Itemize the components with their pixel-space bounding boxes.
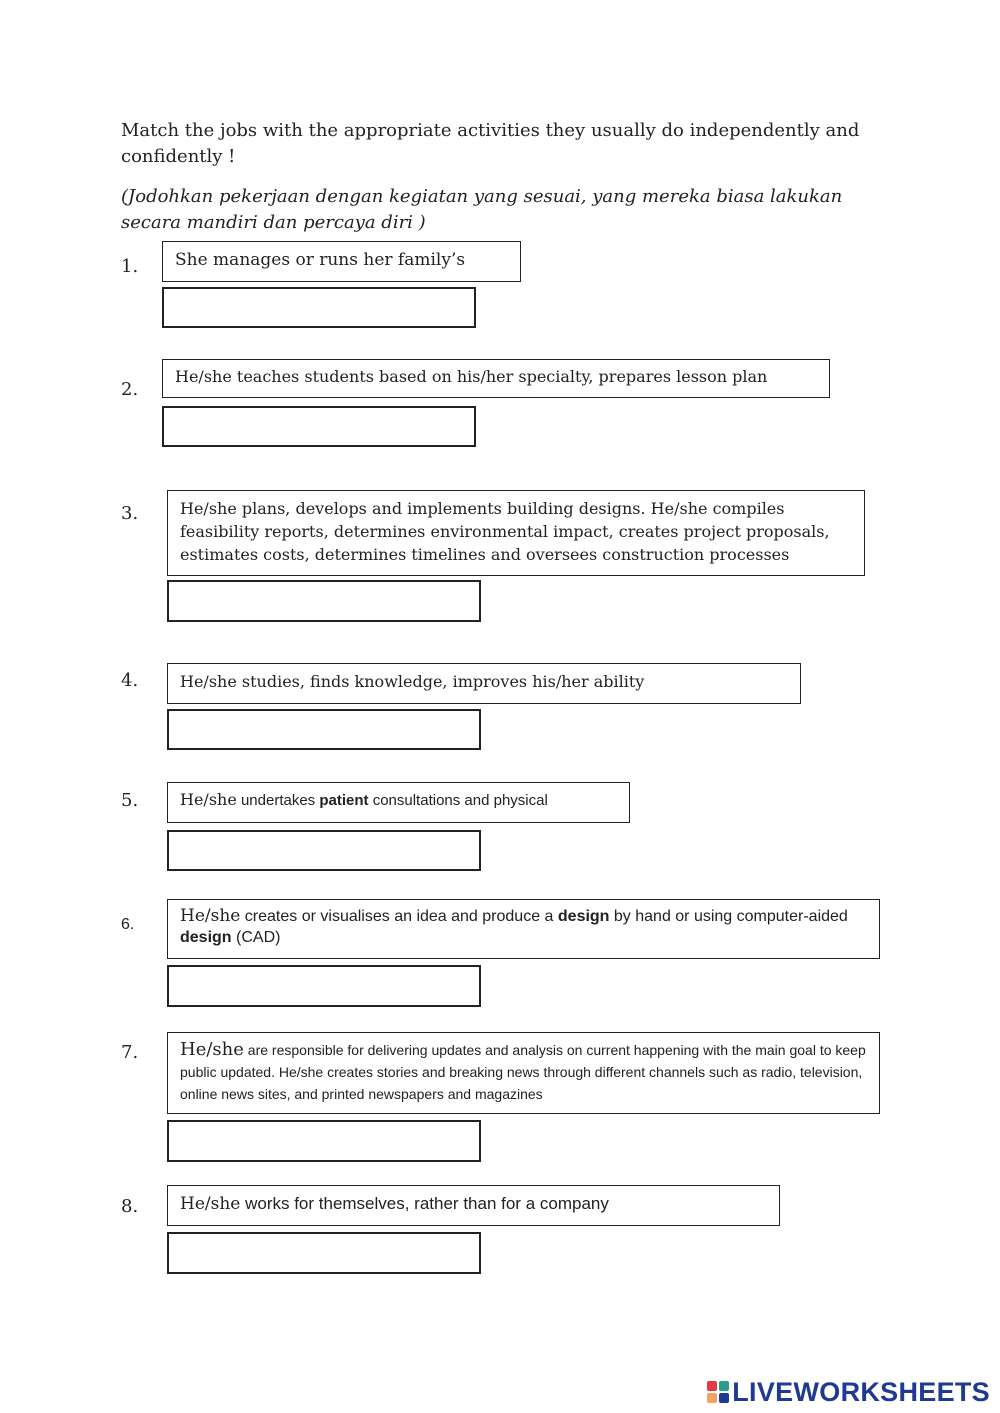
question-number-3: 3. [121, 503, 139, 524]
answer-box-6[interactable] [167, 965, 481, 1007]
question-5-prefix: He/she [180, 790, 237, 809]
question-6-part-3: (CAD) [231, 929, 281, 946]
answer-box-3[interactable] [167, 580, 481, 622]
question-text-3: He/she plans, develops and implements building designs. He/she compiles feasibility reports, determines environmental impact, creates project proposals, estimates costs, determines timelines and oversees construction processes [180, 499, 830, 564]
answer-box-2[interactable] [162, 406, 476, 447]
question-number-6: 6. [121, 916, 135, 933]
question-6-part-2: by hand or using computer-aided [609, 908, 848, 925]
question-8-prefix: He/she [180, 1194, 241, 1214]
question-number-7: 7. [121, 1042, 139, 1063]
question-number-2: 2. [121, 379, 139, 400]
question-8-part-1: works for themselves, rather than for a company [240, 1194, 609, 1213]
question-text-6 [168, 900, 879, 948]
question-box-6 [167, 899, 880, 959]
answer-box-7[interactable] [167, 1120, 481, 1162]
question-number-4: 4. [121, 670, 139, 691]
question-5-part-2: consultations and physical [368, 792, 548, 809]
instruction-english: Match the jobs with the appropriate activities they usually do independently and confidently ! [121, 120, 860, 167]
logo-mark-icon [707, 1381, 729, 1403]
question-box-2 [162, 359, 830, 398]
logo-square-2 [719, 1381, 729, 1391]
question-box-8 [167, 1185, 780, 1226]
answer-box-5[interactable] [167, 830, 481, 871]
logo-square-3 [707, 1393, 717, 1403]
question-text-5 [168, 783, 629, 812]
logo-square-1 [707, 1381, 717, 1391]
answer-box-1[interactable] [162, 287, 476, 328]
question-number-5: 5. [121, 790, 139, 811]
question-6-part-1: creates or visualises an idea and produce a [240, 908, 558, 925]
question-text-7 [168, 1033, 879, 1105]
liveworksheets-logo[interactable] [707, 1377, 990, 1407]
question-box-7 [167, 1032, 880, 1114]
question-number-8: 8. [121, 1196, 139, 1217]
question-6-prefix: He/she [180, 906, 241, 926]
question-6-bold-2: design [180, 929, 232, 946]
question-6-bold-1: design [557, 908, 610, 925]
question-number-1: 1. [121, 256, 139, 277]
question-text-2: He/she teaches students based on his/her specialty, prepares lesson plan [175, 367, 768, 386]
logo-text: LIVEWORKSHEETS [732, 1376, 990, 1407]
question-text-4: He/she studies, finds knowledge, improves his/her ability [180, 672, 645, 691]
question-box-4 [167, 663, 801, 704]
instruction-indonesian: (Jodohkan pekerjaan dengan kegiatan yang sesuai, yang mereka biasa lakukan secara mandiri dan percaya diri ) [121, 186, 843, 233]
question-5-part-1: undertakes [236, 792, 320, 809]
question-box-5 [167, 782, 630, 823]
question-text-1: She manages or runs her family’s [175, 250, 466, 270]
question-box-1 [162, 241, 521, 282]
answer-box-8[interactable] [167, 1232, 481, 1274]
question-box-3 [167, 490, 865, 576]
question-5-bold-1: patient [319, 792, 369, 809]
logo-square-4 [719, 1393, 729, 1403]
question-7-part-1: are responsible for delivering updates and analysis on current happening with the main goal to keep public updated. He/she creates stories and breaking news through different channels such as radio, television, online news sites, and printed newspapers and magazines [180, 1042, 866, 1102]
question-text-8 [168, 1186, 779, 1215]
answer-box-4[interactable] [167, 709, 481, 750]
question-7-prefix: He/she [180, 1039, 244, 1060]
